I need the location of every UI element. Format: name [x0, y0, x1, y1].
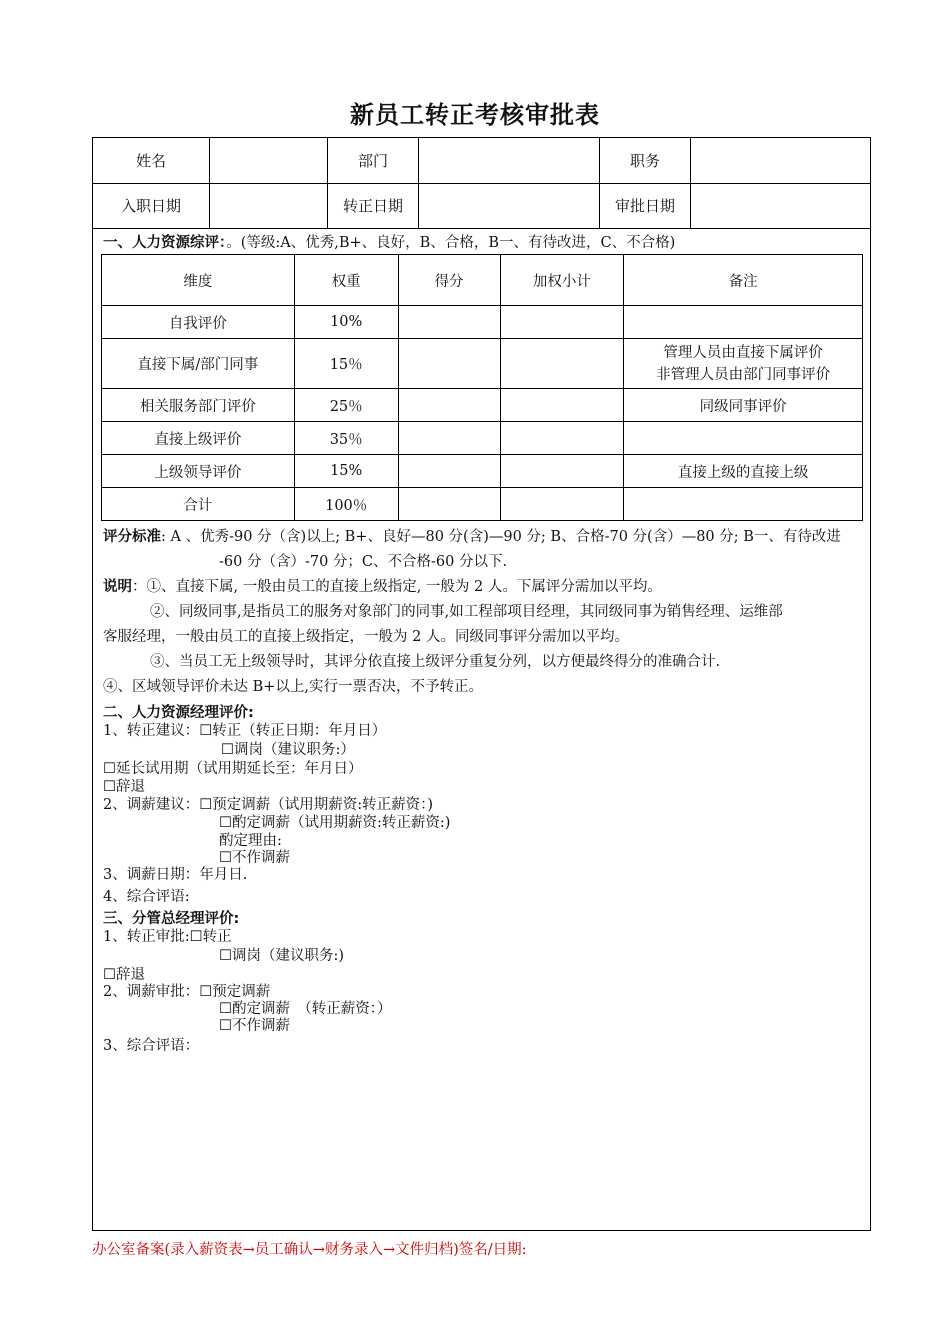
gm-review-heading: 三、分管总经理评价:: [103, 911, 240, 927]
scoring-criteria-line1: 评分标准: A 、优秀-90 分（含)以上; B+、良好—80 分(含)—90 分; B、合格-70 分(含）—80 分; B一、有待改进: [103, 529, 841, 545]
col-weight: 权重: [294, 255, 398, 306]
salary-adjust-date: 3、调薪日期：年月日.: [103, 867, 248, 883]
table-row: [102, 455, 863, 488]
regularization-suggestion[interactable]: 1、转正建议：☐转正（转正日期：年月日）: [103, 723, 387, 739]
remarks-cell: 直接上级的直接上级: [624, 455, 863, 488]
subtotal-cell[interactable]: [500, 389, 624, 422]
score-cell[interactable]: [398, 422, 500, 455]
score-table-header: [102, 255, 863, 306]
table-row: [102, 488, 863, 521]
subtotal-cell[interactable]: [500, 488, 624, 521]
hire-date-field[interactable]: [210, 183, 328, 228]
dimension-cell: 上级领导评价: [102, 455, 295, 488]
gm-discretionary-salary-option[interactable]: ☐酌定调薪 （转正薪资：）: [219, 1001, 392, 1017]
col-weighted-subtotal: 加权小计: [500, 255, 624, 306]
note-4: ④、区域领导评价未达 B+以上,实行一票否决，不予转正。: [103, 679, 484, 695]
score-cell[interactable]: [398, 306, 500, 339]
table-row: [102, 306, 863, 339]
remarks-cell: [624, 339, 863, 389]
discretionary-reason: 酌定理由:: [219, 833, 282, 849]
remarks-cell: 同级同事评价: [624, 389, 863, 422]
name-label: 姓名: [93, 138, 210, 183]
remarks-cell: [624, 422, 863, 455]
page-title: 新员工转正考核审批表: [350, 101, 600, 129]
remark-line: 非管理人员由部门同事评价: [656, 366, 831, 383]
weight-cell: 15％: [294, 339, 398, 389]
score-cell[interactable]: [398, 488, 500, 521]
dimension-cell: 直接下属/部门同事: [102, 339, 295, 389]
col-dimension: 维度: [102, 255, 295, 306]
transfer-option[interactable]: ☐调岗（建议职务:）: [221, 742, 355, 758]
department-field[interactable]: [419, 138, 600, 183]
salary-suggestion[interactable]: 2、调薪建议：☐预定调薪（试用期薪资:转正薪资：): [103, 797, 434, 813]
subtotal-cell[interactable]: [500, 339, 624, 389]
position-label: 职务: [600, 138, 691, 183]
weight-cell: 25％: [294, 389, 398, 422]
weight-cell: 100％: [294, 488, 398, 521]
gm-no-salary-change-option[interactable]: ☐不作调薪: [219, 1018, 290, 1034]
gm-overall-comment: 3、综合评语：: [103, 1038, 200, 1054]
remarks-cell: [624, 488, 863, 521]
approval-date-field[interactable]: [691, 183, 870, 228]
col-remarks: 备注: [624, 255, 863, 306]
hr-overall-comment: 4、综合评语:: [103, 889, 190, 905]
weight-cell: 15%: [294, 455, 398, 488]
gm-transfer-option[interactable]: ☐调岗（建议职务:): [219, 948, 345, 964]
score-cell[interactable]: [398, 455, 500, 488]
no-salary-change-option[interactable]: ☐不作调薪: [219, 850, 290, 866]
note-2a: ②、同级同事,是指员工的服务对象部门的同事,如工程部项目经理，其同级同事为销售经理、运维部: [150, 604, 783, 620]
table-row: [102, 422, 863, 455]
score-cell[interactable]: [398, 339, 500, 389]
note-1: 说明：①、直接下属, 一般由员工的直接上级指定, 一般为 2 人。下属评分需加以平均。: [103, 579, 662, 595]
office-filing-note: 办公室备案(录入薪资表→员工确认→财务录入→文件归档)签名/日期:: [92, 1242, 527, 1258]
hire-date-label: 入职日期: [93, 183, 210, 228]
header-row-2: [93, 183, 870, 229]
dimension-cell: 合计: [102, 488, 295, 521]
scoring-criteria-line2: -60 分（含）-70 分；C、不合格-60 分以下.: [219, 554, 508, 570]
remark-line: 管理人员由直接下属评价: [663, 344, 823, 361]
regularization-approval[interactable]: 1、转正审批:☐转正: [103, 929, 232, 945]
department-label: 部门: [328, 138, 419, 183]
salary-approval[interactable]: 2、调薪审批：☐预定调薪: [103, 984, 271, 1000]
approval-form: [92, 137, 871, 1231]
col-score: 得分: [398, 255, 500, 306]
weight-cell: 35％: [294, 422, 398, 455]
table-row: [102, 389, 863, 422]
score-cell[interactable]: [398, 389, 500, 422]
note-3: ③、当员工无上级领导时，其评分依直接上级评分重复分列，以方便最终得分的准确合计.: [150, 654, 721, 670]
remarks-cell: [624, 306, 863, 339]
extend-probation-option[interactable]: ☐延长试用期（试用期延长至：年月日）: [103, 761, 363, 777]
score-table: [101, 254, 863, 521]
hr-review-heading: 一、人力资源综评：。(等级:A、优秀,B+、良好，B、合格，B一、有待改进，C、不合格): [103, 235, 676, 251]
note-2b: 客服经理，一般由员工的直接上级指定，一般为 2 人。同级同事评分需加以平均。: [103, 629, 629, 645]
regularization-date-label: 转正日期: [328, 183, 419, 228]
table-row: [102, 339, 863, 389]
dismiss-option[interactable]: ☐辞退: [103, 779, 145, 795]
dimension-cell: 自我评价: [102, 306, 295, 339]
discretionary-salary-option[interactable]: ☐酌定调薪（试用期薪资:转正薪资:): [219, 815, 451, 831]
weight-cell: 10%: [294, 306, 398, 339]
approval-date-label: 审批日期: [600, 183, 691, 228]
hr-manager-heading: 二、人力资源经理评价:: [103, 705, 254, 721]
dimension-cell: 直接上级评价: [102, 422, 295, 455]
dimension-cell: 相关服务部门评价: [102, 389, 295, 422]
header-row-1: [93, 138, 870, 184]
subtotal-cell[interactable]: [500, 306, 624, 339]
gm-dismiss-option[interactable]: ☐辞退: [103, 967, 145, 983]
name-field[interactable]: [210, 138, 328, 183]
subtotal-cell[interactable]: [500, 422, 624, 455]
position-field[interactable]: [691, 138, 870, 183]
regularization-date-field[interactable]: [419, 183, 600, 228]
subtotal-cell[interactable]: [500, 455, 624, 488]
